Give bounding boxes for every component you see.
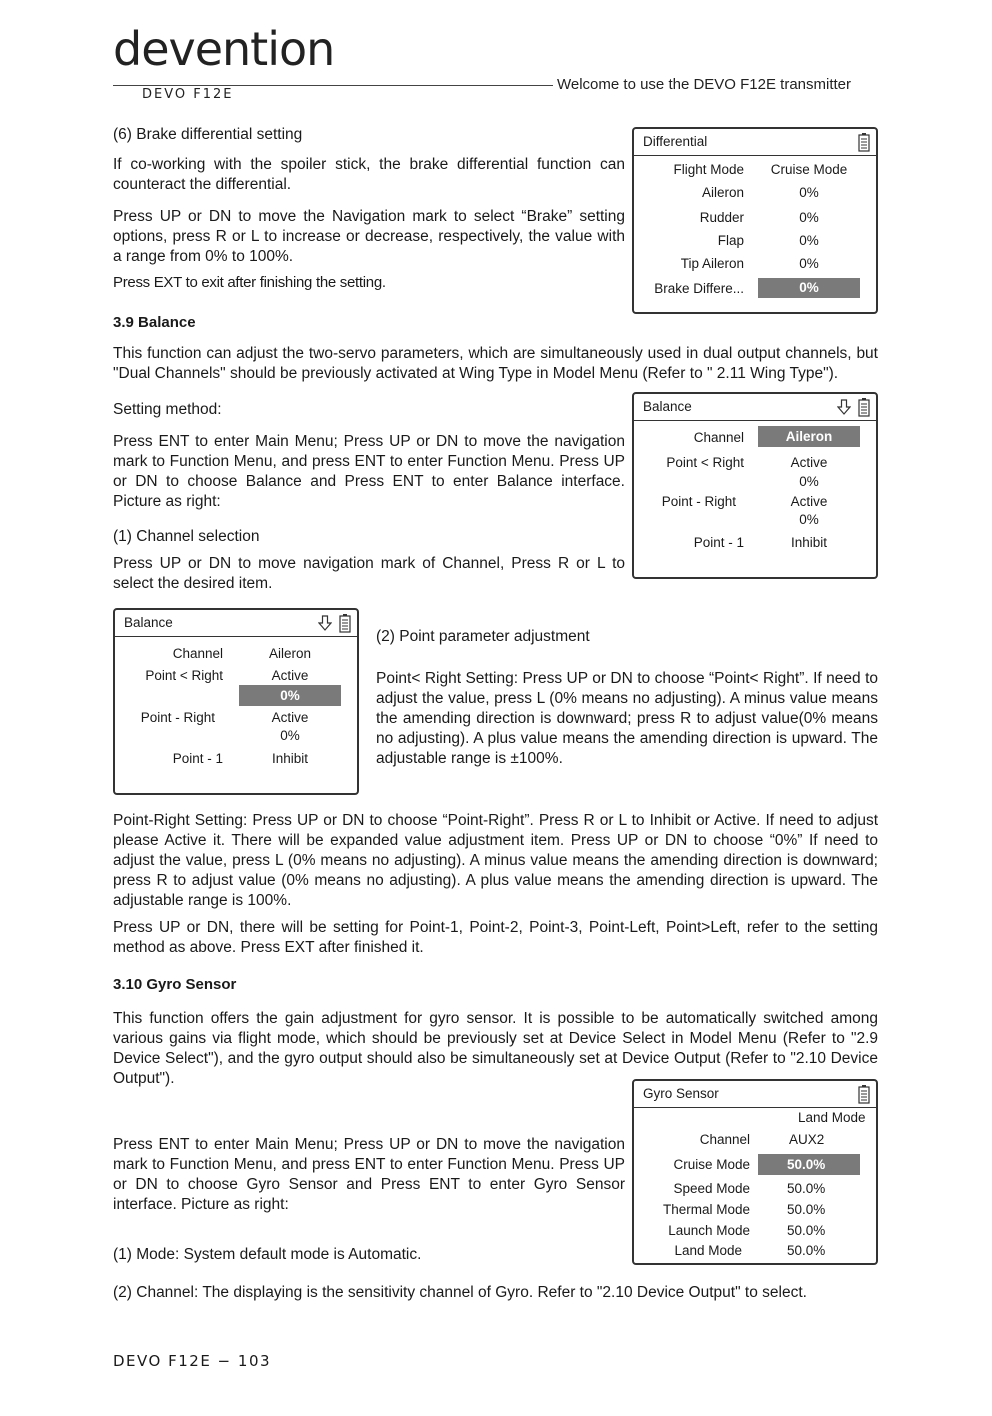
screen-title: Gyro Sensor [643, 1086, 719, 1101]
channel-selection-heading: (1) Channel selection [113, 528, 260, 545]
point-right-value[interactable]: Active [790, 494, 828, 509]
brand-logo: devention [113, 22, 335, 76]
brake-heading: (6) Brake differential setting [113, 126, 303, 143]
point-right-label: Point - Right [140, 710, 215, 725]
screen-title: Balance [643, 399, 692, 414]
battery-icon [858, 132, 870, 152]
gyro-heading: 3.10 Gyro Sensor [113, 976, 237, 993]
row-value[interactable]: 0% [799, 256, 819, 271]
balance-screen-point [113, 608, 359, 795]
page-footer: DEVO F12E − 103 [113, 1352, 272, 1370]
current-mode: Land Mode [798, 1110, 866, 1125]
screen-title-bar [634, 129, 876, 156]
screen-title-bar [634, 1081, 876, 1108]
battery-icon [858, 397, 870, 417]
channel-value-selected[interactable]: Aileron [758, 426, 860, 447]
gyro-enter-text: Press ENT to enter Main Menu; Press UP or DN to move the navigation mark to Function Menu, and press ENT to enter Function Menu. Press UP or DN to choose Gyro Sensor and Press ENT to enter Gyro Sensor interface. Picture as right: [113, 1136, 625, 1213]
balance-enter-text: Press ENT to enter Main Menu; Press UP or DN to move the navigation mark to Function Menu, and press ENT to enter Function Menu. Press UP or DN to choose Balance and Press ENT to enter Balance interface. Picture as right: [113, 433, 625, 510]
battery-icon [339, 613, 351, 633]
row-value[interactable]: 0% [799, 233, 819, 248]
arrow-down-icon [837, 399, 851, 415]
channel-selection-text: Press UP or DN to move navigation mark of Channel, Press R or L to select the desired item. [113, 555, 625, 592]
brand-model: DEVO F12E [142, 87, 234, 102]
row-label: Flap [717, 233, 744, 248]
differential-screen [632, 127, 878, 314]
row-value[interactable]: 0% [799, 210, 819, 225]
gyro-mode-text: (1) Mode: System default mode is Automatic. [113, 1246, 422, 1263]
channel-value[interactable]: AUX2 [789, 1132, 825, 1147]
flight-mode-label: Flight Mode [673, 162, 744, 177]
more-points-text: Press UP or DN, there will be setting for Point-1, Point-2, Point-3, Point-Left, Point>Left, refer to the setting method as above. Press EXT after finished it. [113, 919, 878, 956]
gyro-channel-text: (2) Channel: The displaying is the sensitivity channel of Gyro. Refer to "2.10 Device Output" to select. [113, 1284, 807, 1301]
point-lt-right-label: Point < Right [145, 668, 223, 683]
point-1-label: Point - 1 [693, 535, 744, 550]
header-tagline: Welcome to use the DEVO F12E transmitter [557, 76, 852, 93]
channel-value[interactable]: Aileron [268, 646, 312, 661]
mode-label: Speed Mode [673, 1181, 750, 1196]
flight-mode-value[interactable]: Cruise Mode [770, 162, 848, 177]
screen-title-bar [115, 610, 357, 637]
gyro-sensor-screen [632, 1079, 878, 1265]
point-1-value[interactable]: Inhibit [271, 751, 309, 766]
point-lt-right-value[interactable]: Active [271, 668, 309, 683]
point-right-label: Point - Right [661, 494, 736, 509]
brake-paragraph-3: Press EXT to exit after finishing the setting. [113, 274, 386, 291]
channel-label: Channel [699, 1132, 750, 1147]
row-label: Brake Differe... [654, 281, 744, 296]
point-lt-right-percent[interactable]: 0% [799, 474, 819, 489]
balance-setting-method: Setting method: [113, 401, 222, 418]
balance-intro: This function can adjust the two-servo parameters, which are simultaneously used in dual output channels, but "Dual Channels" should be previously activated at Wing Type in Model Menu (Refer to " 2.11 Wing Type"). [113, 345, 878, 382]
arrow-down-icon [318, 615, 332, 631]
point-lt-right-value[interactable]: Active [790, 455, 828, 470]
point-right-text: Point-Right Setting: Press UP or DN to choose “Point-Right”. Press R or L to Inhibit or Active. If need to adjust please Active it. There will be expanded value adjustment item. Press UP or DN to choose “0%” If need to adjust the value, press L (0% means no adjusting). A minus value means the amending direction is downward; press R to adjust value (0% means no adjusting). A plus value means the amending direction is upward. The adjustable range is 100%. [113, 812, 878, 909]
point-lt-right-percent-selected[interactable]: 0% [239, 685, 341, 706]
point-adjustment-heading: (2) Point parameter adjustment [376, 628, 590, 645]
brake-paragraph-2: Press UP or DN to move the Navigation mark to select “Brake” setting options, press R or L to increase or decrease, respectively, the value with a range from 0% to 100%. [113, 208, 625, 265]
mode-value[interactable]: 50.0% [787, 1223, 826, 1238]
channel-label: Channel [172, 646, 223, 661]
channel-label: Channel [693, 430, 744, 445]
brake-differential-value-selected[interactable]: 0% [758, 278, 860, 298]
point-lt-right-label: Point < Right [666, 455, 744, 470]
header-rule [113, 85, 553, 86]
balance-heading: 3.9 Balance [113, 314, 196, 331]
mode-label: Thermal Mode [662, 1202, 750, 1217]
screen-title: Differential [643, 134, 708, 149]
point-right-percent[interactable]: 0% [280, 728, 300, 743]
row-value[interactable]: 0% [799, 185, 819, 200]
mode-label: Land Mode [674, 1243, 742, 1258]
gyro-intro: This function offers the gain adjustment for gyro sensor. It is possible to be automatically switched among various gains via flight mode, which should be previously set at Device Select in Model Menu (Refer to "2.9 Device Select"), and the gyro output should also be simultaneously set at Device Output (Refer to "2.10 Device Output"). [113, 1010, 878, 1087]
point-right-value[interactable]: Active [271, 710, 309, 725]
balance-screen-channel [632, 392, 878, 579]
row-label: Rudder [699, 210, 744, 225]
screen-title: Balance [124, 615, 173, 630]
row-label: Tip Aileron [680, 256, 744, 271]
screen-title-bar [634, 394, 876, 421]
row-label: Aileron [701, 185, 744, 200]
point-lt-right-text: Point< Right Setting: Press UP or DN to choose “Point< Right”. If need to adjust the value, press L (0% means no adjusting). A minus value means the amending direction is downward; press R to adjust value(0% means no adjusting). A plus value means the amending direction is upward. The adjustable range is ±100%. [376, 670, 878, 767]
mode-label: Cruise Mode [673, 1157, 750, 1172]
point-1-label: Point - 1 [172, 751, 223, 766]
battery-icon [858, 1084, 870, 1104]
brake-paragraph-1: If co-working with the spoiler stick, the brake differential function can counteract the differential. [113, 156, 625, 193]
cruise-mode-value-selected[interactable]: 50.0% [758, 1154, 860, 1175]
mode-value[interactable]: 50.0% [787, 1243, 826, 1258]
mode-label: Launch Mode [668, 1223, 750, 1238]
point-right-percent[interactable]: 0% [799, 512, 819, 527]
mode-value[interactable]: 50.0% [787, 1181, 826, 1196]
mode-value[interactable]: 50.0% [787, 1202, 826, 1217]
point-1-value[interactable]: Inhibit [790, 535, 828, 550]
